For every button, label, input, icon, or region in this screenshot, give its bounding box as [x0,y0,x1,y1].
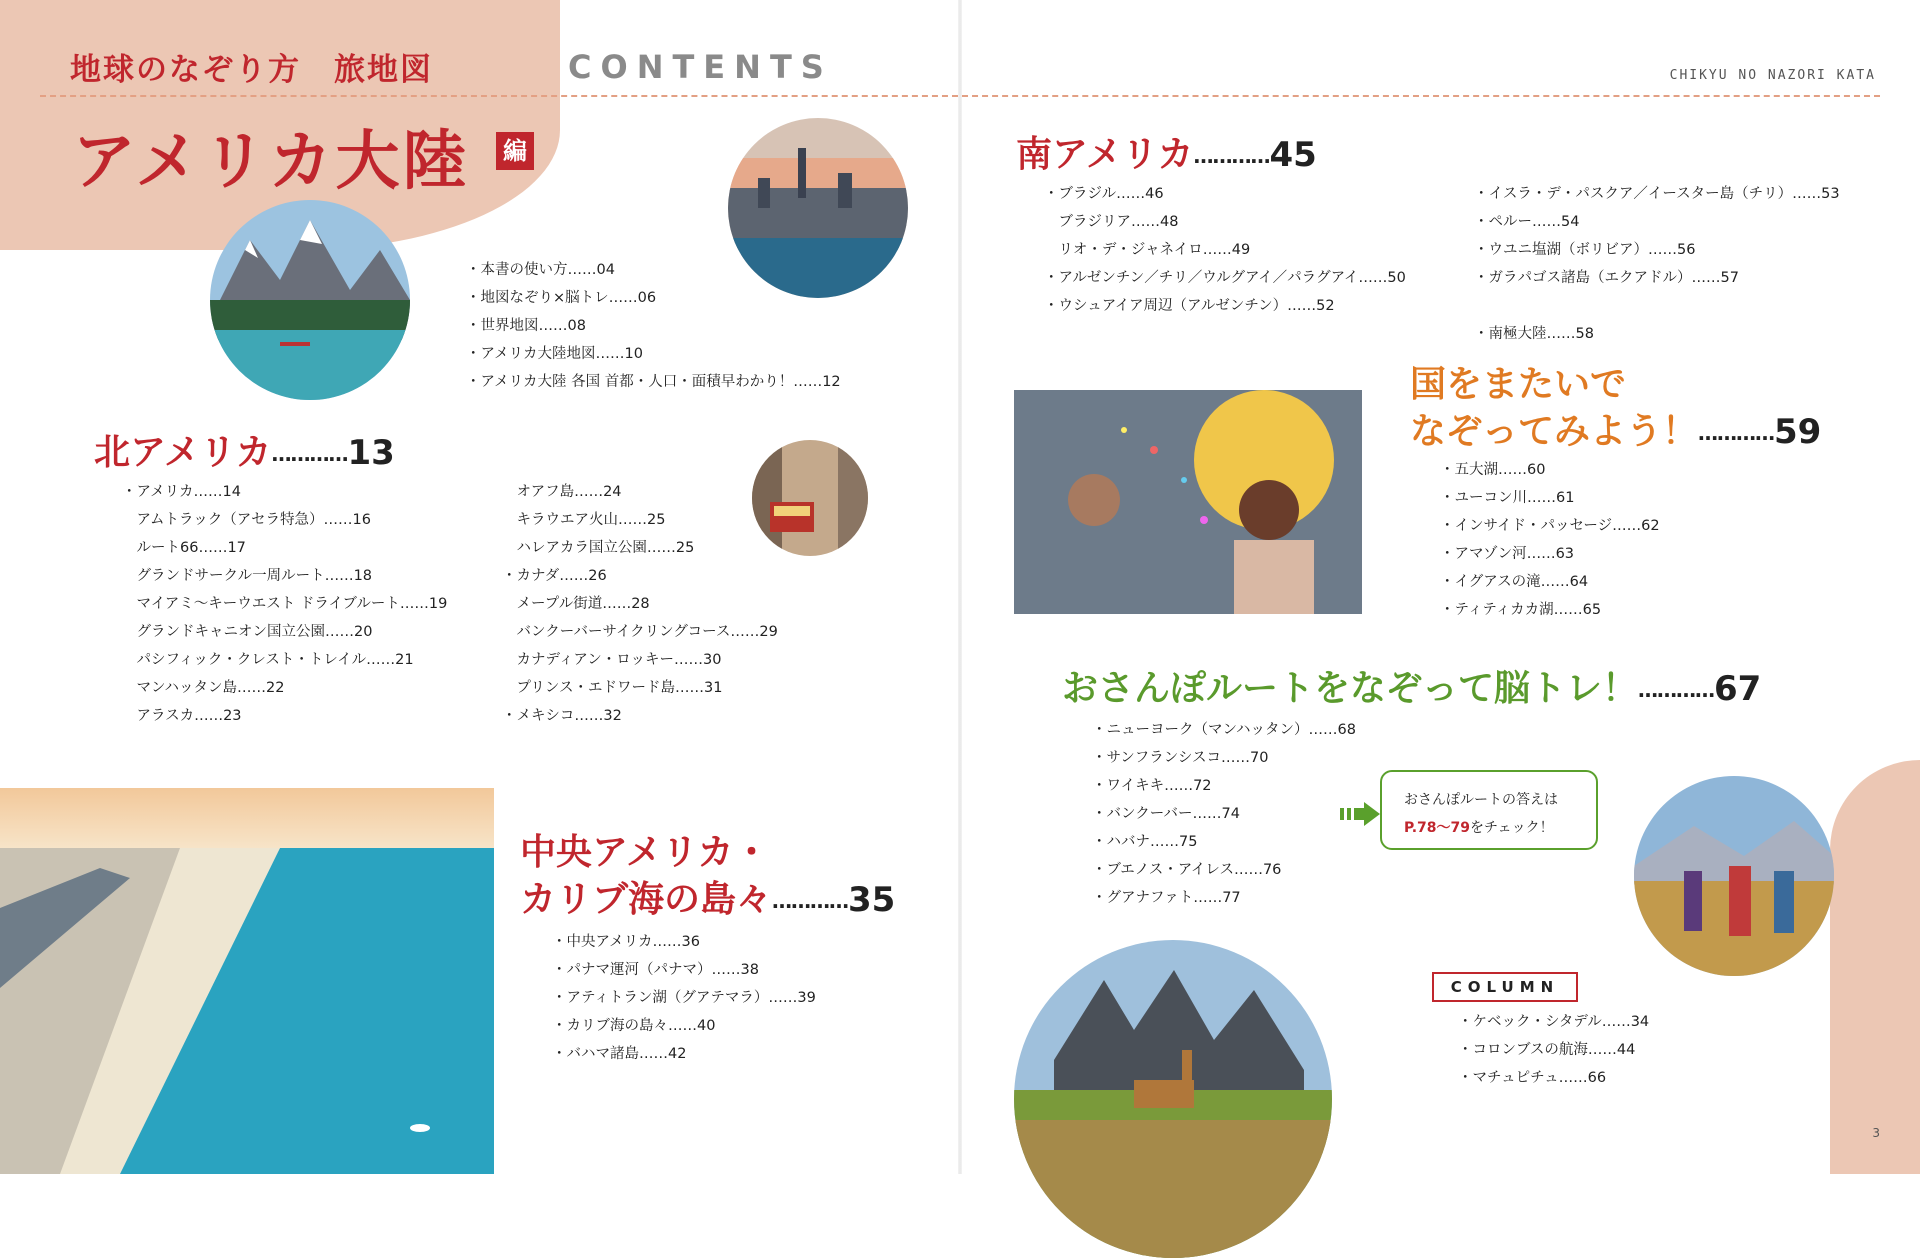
patagonia-illustration [1014,940,1332,1258]
toc-item[interactable]: ・ケベック・シタデル……34 [1458,1014,1650,1030]
callout-page-ref: P.78～79 [1404,820,1470,836]
south-america-list-col2 [1474,180,1840,348]
south-america-page: 45 [1269,135,1317,175]
toc-item[interactable]: リオ・デ・ジャネイロ……49 [1044,242,1251,258]
toc-item[interactable]: ・南極大陸……58 [1474,326,1594,342]
brand-title: 地球のなぞり方 旅地図 [70,52,433,88]
toc-item[interactable]: マイアミ～キーウエスト ドライブルート……19 [122,596,448,612]
intro-item[interactable]: ・アメリカ大陸地図……10 [466,346,643,362]
mountain-lake-photo [210,200,410,400]
toc-item[interactable]: アムトラック（アセラ特急）……16 [122,512,371,528]
andes-illustration [1634,776,1834,976]
intro-item[interactable]: ・世界地図……08 [466,318,586,334]
cross-border-heading[interactable] [1410,362,1821,456]
leader-dots: ………… [1698,420,1775,445]
toc-item[interactable]: ・ガラパゴス諸島（エクアドル）……57 [1474,270,1739,286]
contents-label: CONTENTS [568,48,833,86]
carnival-illustration [1014,390,1362,614]
cross-border-list [1440,456,1660,624]
toc-item[interactable]: ・ユーコン川……61 [1440,490,1575,506]
right-edge-blob [1830,760,1920,1174]
page-number: 3 [1872,1126,1880,1140]
list-spacer [1474,292,1840,320]
walk-route-page: 67 [1714,669,1762,709]
toc-item[interactable]: ・ワイキキ……72 [1092,778,1212,794]
central-america-page: 35 [848,879,896,920]
toc-item[interactable]: ・インサイド・パッセージ……62 [1440,518,1660,534]
toc-item[interactable]: ハレアカラ国立公園……25 [502,540,695,556]
north-america-list-col2 [502,478,778,730]
walk-route-title: おさんぽルートをなぞって脳トレ！ [1062,668,1639,709]
column-label: COLUMN [1432,972,1578,1002]
toc-item[interactable]: ・ハバナ……75 [1092,834,1198,850]
mountain-lake-illustration [210,200,410,400]
toc-item[interactable]: ・イグアスの滝……64 [1440,574,1589,590]
toc-item[interactable]: カナディアン・ロッキー……30 [502,652,722,668]
cross-border-page: 59 [1774,411,1822,452]
south-america-title: 南アメリカ [1016,134,1194,175]
toc-item[interactable]: ・ウユニ塩湖（ボリビア）……56 [1474,242,1696,258]
toc-item[interactable]: ・ニューヨーク（マンハッタン）……68 [1092,722,1356,738]
intro-item[interactable]: ・アメリカ大陸 各国 首都・人口・面積早わかり！……12 [466,374,841,390]
toc-item[interactable]: ・アマゾン河……63 [1440,546,1575,562]
leader-dots: ………… [772,888,849,913]
toc-item[interactable]: オアフ島……24 [502,484,622,500]
column-list [1458,1008,1649,1092]
cancun-coast-photo [0,788,494,1174]
walk-route-list [1092,716,1356,912]
central-america-list [552,928,816,1068]
north-america-list-col1 [122,478,447,730]
toc-item[interactable]: グランドキャニオン国立公園……20 [122,624,373,640]
toc-item[interactable]: メープル街道……28 [502,596,650,612]
toc-item[interactable]: ・メキシコ……32 [502,708,622,724]
toc-item[interactable]: ・グアナファト……77 [1092,890,1241,906]
arrow-right-icon [1340,800,1382,828]
page-gutter [958,0,962,1174]
toc-item[interactable]: ・マチュピチュ……66 [1458,1070,1607,1086]
toc-item[interactable]: ・アメリカ……14 [122,484,241,500]
toc-item[interactable]: ・中央アメリカ……36 [552,934,700,950]
toc-item[interactable]: ・五大湖……60 [1440,462,1546,478]
north-america-page: 13 [347,433,395,473]
north-america-heading[interactable] [94,430,395,477]
toc-item[interactable]: ・アティトラン湖（グアテマラ）……39 [552,990,816,1006]
leader-dots: ………… [1193,144,1270,168]
callout-line2: をチェック！ [1469,820,1554,836]
toc-item[interactable]: アラスカ……23 [122,708,242,724]
toc-item[interactable]: バンクーバーサイクリングコース……29 [502,624,778,640]
cross-border-title-line1: 国をまたいで [1410,364,1627,405]
toc-item[interactable]: ・バハマ諸島……42 [552,1046,687,1062]
toc-item[interactable]: ・アルゼンチン／チリ／ウルグアイ／パラグアイ……50 [1044,270,1406,286]
toc-item[interactable]: ・イスラ・デ・パスクア／イースター島（チリ）……53 [1474,186,1840,202]
toc-item[interactable]: プリンス・エドワード島……31 [502,680,723,696]
answer-callout [1380,770,1598,850]
walk-route-heading[interactable] [1062,666,1761,713]
central-america-title-line1: 中央アメリカ・ [520,832,770,873]
leader-dots: ………… [1638,678,1715,702]
toc-item[interactable]: ・ウシュアイア周辺（アルゼンチン）……52 [1044,298,1335,314]
toc-item[interactable]: ・サンフランシスコ……70 [1092,750,1269,766]
toc-item[interactable]: グランドサークル一周ルート……18 [122,568,373,584]
coast-illustration [0,788,494,1174]
romaji-title: CHIKYU NO NAZORI KATA [1669,68,1876,83]
toc-item[interactable]: ・パナマ運河（パナマ）……38 [552,962,759,978]
leader-dots: ………… [271,442,348,466]
toc-item[interactable]: ・カリブ海の島々……40 [552,1018,716,1034]
toc-item[interactable]: ・ペルー……54 [1474,214,1580,230]
cross-border-title-line2: なぞってみよう！ [1410,410,1699,452]
toc-item[interactable]: ・バンクーバー……74 [1092,806,1240,822]
toc-item[interactable]: パシフィック・クレスト・トレイル……21 [122,652,414,668]
toc-item[interactable]: キラウエア火山……25 [502,512,666,528]
toc-item[interactable]: ・カナダ……26 [502,568,607,584]
north-america-title: 北アメリカ [94,432,272,473]
toc-item[interactable]: ・ブラジル……46 [1044,186,1164,202]
toc-item[interactable]: ・ブエノス・アイレス……76 [1092,862,1282,878]
central-america-title-line2: カリブ海の島々 [520,878,773,920]
toc-item[interactable]: マンハッタン島……22 [122,680,285,696]
toc-item[interactable]: ルート66……17 [122,540,246,556]
south-america-list-col1 [1044,180,1406,320]
page-title: アメリカ大陸 [72,125,470,199]
toc-item[interactable]: ・コロンブスの航海……44 [1458,1042,1636,1058]
toc-item[interactable]: ブラジリア……48 [1044,214,1179,230]
toc-item[interactable]: ・ティティカカ湖……65 [1440,602,1602,618]
south-america-heading[interactable] [1016,132,1317,179]
andes-people-photo [1634,776,1834,976]
intro-item[interactable]: ・本書の使い方……04 [466,262,615,278]
intro-list [466,256,841,396]
patagonia-guanaco-photo [1014,940,1332,1258]
carnival-photo [1014,390,1362,614]
central-america-heading[interactable] [520,830,895,924]
title-suffix-badge: 編 [496,132,534,170]
callout-line1: おさんぽルートの答えは [1404,792,1558,808]
intro-item[interactable]: ・地図なぞり×脳トレ……06 [466,290,657,306]
